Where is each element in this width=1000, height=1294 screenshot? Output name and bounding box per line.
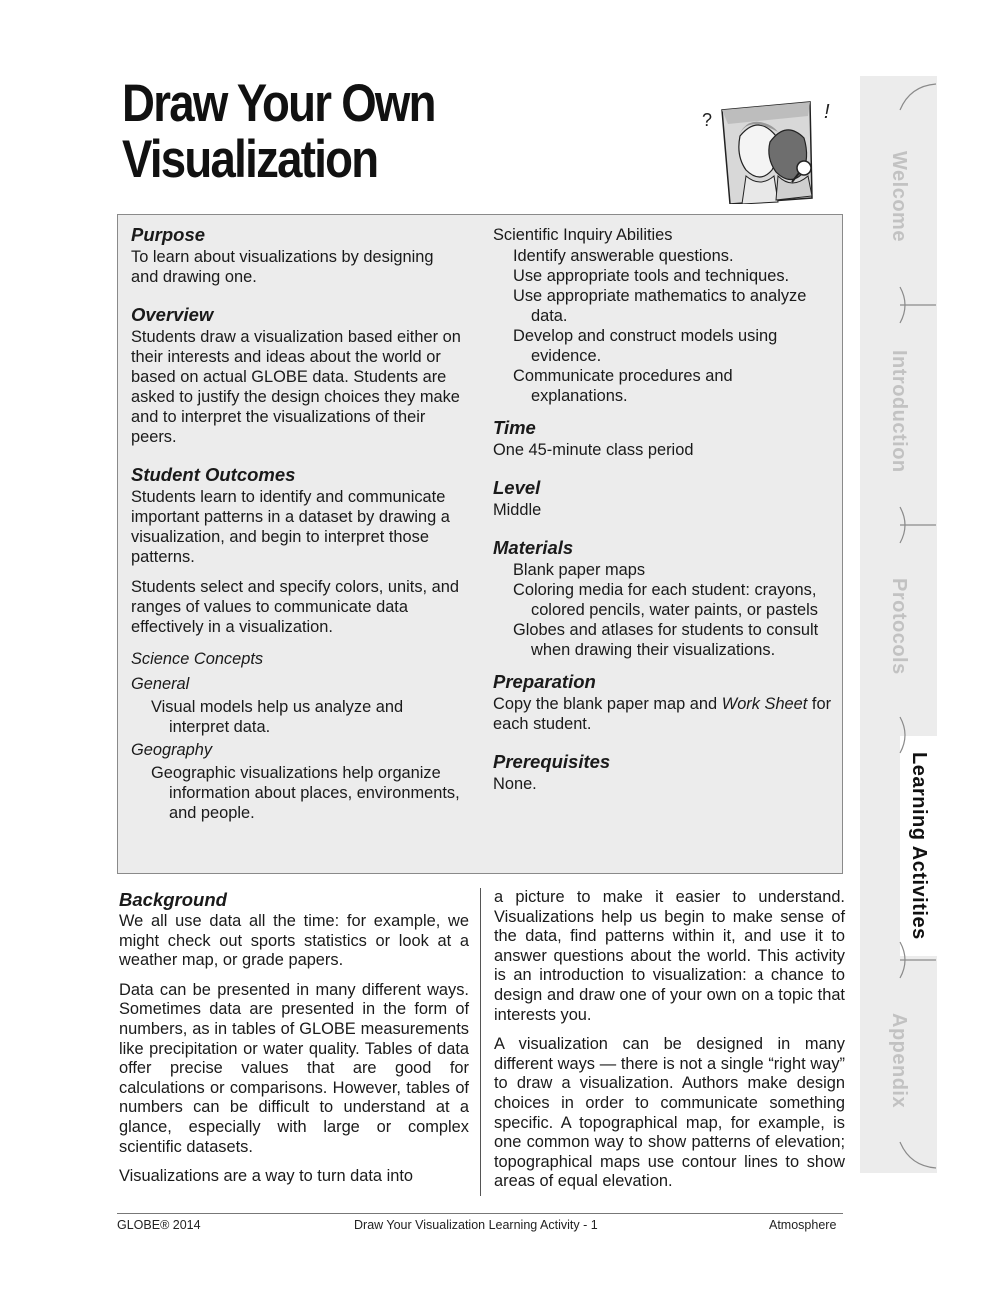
background-paragraph-1: We all use data all the time: for example, we might check out sports statistics or look at a weather map, or grade papers.: [119, 912, 469, 970]
geography-text: Geographic visualizations help organize information about places, environments, and people.: [151, 764, 460, 822]
preparation-heading: Preparation: [493, 671, 596, 692]
overview-heading: Overview: [131, 304, 214, 325]
footer-section: Atmosphere: [769, 1218, 837, 1232]
tab-divider-curve: [898, 715, 938, 755]
background-left-column: [119, 888, 469, 1187]
tab-welcome-label: Welcome: [888, 150, 910, 242]
title-line-2: Visualization: [122, 130, 378, 189]
general-label: General: [131, 675, 190, 693]
inquiry-item: Identify answerable questions.: [513, 247, 734, 265]
exclamation-mark-icon: !: [824, 101, 830, 123]
prerequisites-text: None.: [493, 775, 537, 793]
work-sheet-title: Work Sheet: [721, 695, 808, 713]
tab-divider-curve: [898, 82, 938, 112]
tab-appendix-label: Appendix: [888, 1013, 910, 1109]
inquiry-item: Use appropriate mathematics to analyze data.: [513, 287, 807, 325]
tab-protocols[interactable]: [860, 526, 937, 726]
materials-item: Blank paper maps: [513, 561, 646, 579]
student-outcomes-heading: Student Outcomes: [131, 464, 296, 485]
inquiry-item: Develop and construct models using evidence.: [513, 327, 778, 365]
inquiry-item: Use appropriate tools and techniques.: [513, 267, 790, 285]
background-heading: Background: [119, 889, 227, 910]
prerequisites-heading: Prerequisites: [493, 751, 611, 772]
science-concepts-heading: Science Concepts: [131, 650, 264, 668]
title-line-1: Draw Your Own: [122, 74, 435, 133]
preparation-text-end: for each student.: [493, 695, 832, 733]
section-sidebar: [860, 76, 937, 1173]
footer-copyright: GLOBE® 2014: [117, 1218, 201, 1232]
tab-divider-curve: [898, 940, 938, 980]
summary-right-column: [493, 224, 833, 794]
materials-item: Globes and atlases for students to consult when drawing their visualizations.: [513, 621, 819, 659]
overview-text: Students draw a visualization based either on their interests and ideas about the world or based on actual GLOBE data. Students are asked to justify the design choices they make and to interpret the visualizations of their peers.: [131, 328, 461, 446]
footer-rule: [117, 1213, 843, 1214]
preparation-text-start: Copy the blank paper map and: [493, 695, 722, 713]
tab-introduction-label: Introduction: [888, 349, 910, 473]
students-illustration: [700, 96, 838, 204]
column-divider: [480, 888, 481, 1196]
summary-left-column: [131, 223, 465, 823]
tab-introduction[interactable]: [860, 306, 937, 516]
outcomes-paragraph-2: Students select and specify colors, units, and ranges of values to communicate data effectively in a visualization.: [131, 578, 459, 636]
tab-divider-curve: [898, 505, 938, 545]
preparation-text: [493, 694, 833, 734]
time-heading: Time: [493, 417, 536, 438]
tab-learning-activities[interactable]: [900, 736, 937, 956]
question-mark-icon: ?: [702, 110, 713, 130]
level-heading: Level: [493, 477, 541, 498]
time-text: One 45-minute class period: [493, 441, 694, 459]
general-text: Visual models help us analyze and interpret data.: [151, 698, 404, 736]
background-paragraph-3: Visualizations are a way to turn data into: [119, 1167, 413, 1186]
tab-divider-curve: [898, 1140, 938, 1170]
tab-divider-curve: [898, 285, 938, 325]
materials-heading: Materials: [493, 537, 574, 558]
purpose-heading: Purpose: [131, 224, 206, 245]
inquiry-abilities-heading: Scientific Inquiry Abilities: [493, 226, 673, 244]
purpose-text: To learn about visualizations by designing and drawing one.: [131, 248, 434, 286]
footer-page-label: Draw Your Visualization Learning Activity - 1: [354, 1218, 598, 1232]
tab-learning-activities-label: Learning Activities: [908, 752, 930, 940]
outcomes-paragraph-1: Students learn to identify and communicate important patterns in a dataset by drawing a visualization, and begin to interpret those patterns.: [131, 488, 450, 566]
materials-item: Coloring media for each student: crayons, colored pencils, water paints, or pastels: [513, 581, 818, 619]
background-paragraph-5: A visualization can be designed in many different ways — there is not a single “right way” to draw a visualization. Authors make design choices in order to communicate something specific. A topographical map, for example, is one common way to show patterns of elevation; topographical maps use contour lines to show areas of equal elevation.: [494, 1035, 845, 1191]
page-title: [122, 76, 435, 188]
background-paragraph-4: a picture to make it easier to understand. Visualizations help us begin to make sense of the data, find patterns within it, and use it to answer questions about the world. This activity is an introduction to visualization: a chance to design and draw one of your own on a topic that interests you.: [494, 888, 845, 1024]
tab-protocols-label: Protocols: [888, 577, 910, 675]
background-right-column: [494, 888, 845, 1192]
background-paragraph-2: Data can be presented in many different ways. Sometimes data are presented in the form of numbers, as in tables of GLOBE measurements like precipitation or water quality. Tables of data offer precise values that are good for calculations or comparisons. However, tables of numbers can be difficult to understand at a glance, especially with large or complex scientific datasets.: [119, 980, 469, 1156]
tab-welcome[interactable]: [860, 96, 937, 296]
level-text: Middle: [493, 501, 542, 519]
geography-label: Geography: [131, 741, 213, 759]
inquiry-item: Communicate procedures and explanations.: [513, 367, 733, 405]
tab-appendix[interactable]: [860, 966, 937, 1156]
